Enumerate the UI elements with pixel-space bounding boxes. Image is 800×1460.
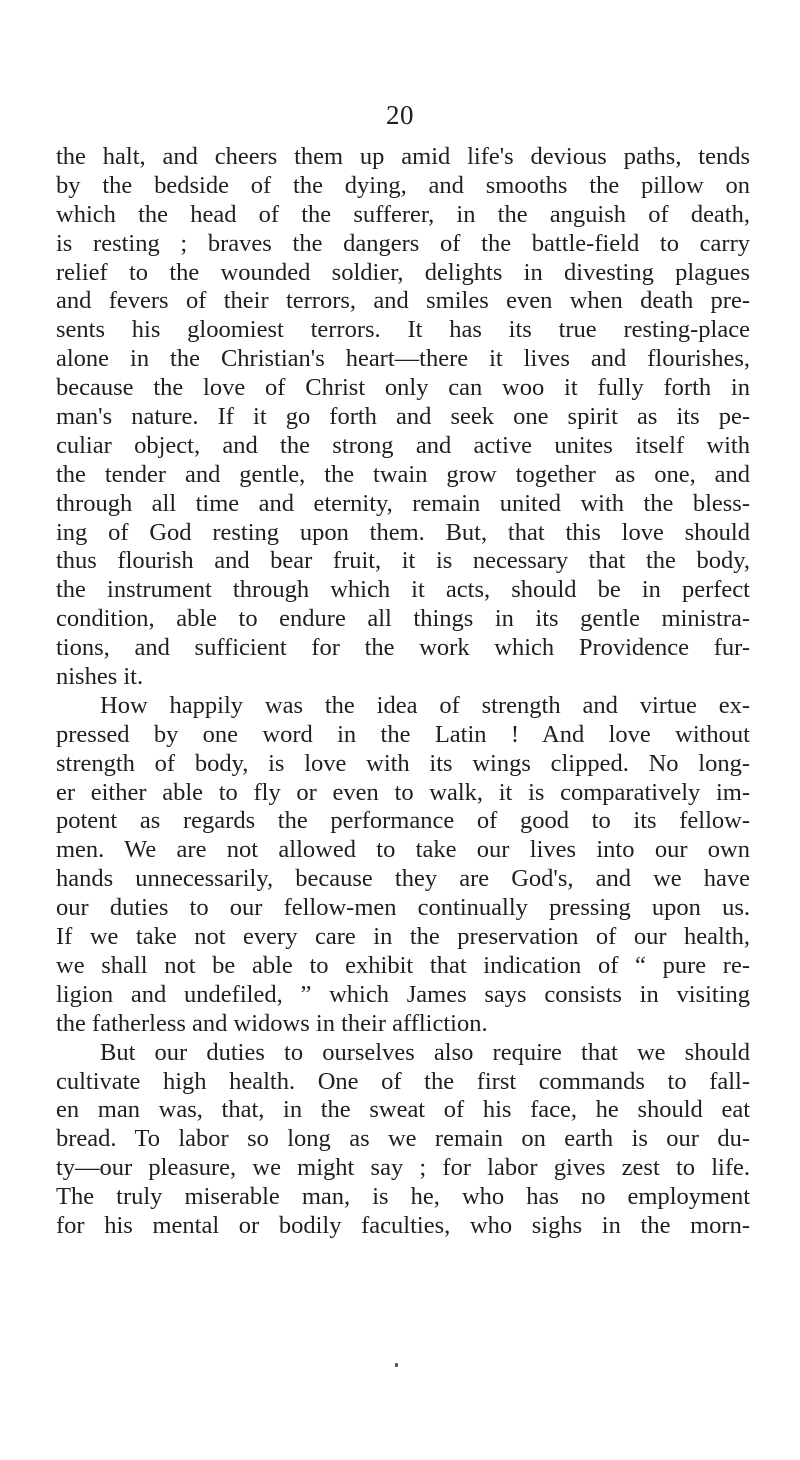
text-line: hands unnecessarily, because they are God's, and we have [56, 865, 750, 893]
text-line: thus flourish and bear fruit, it is necessary that the body, [56, 547, 750, 575]
text-line: pressed by one word in the Latin ! And love without [56, 720, 750, 748]
text-line: our duties to our fellow-men continually pressing upon us. [56, 894, 750, 922]
text-line: the tender and gentle, the twain grow together as one, and [56, 460, 750, 488]
text-line: which the head of the sufferer, in the anguish of death, [56, 200, 750, 228]
text-line: tions, and sufficient for the work which Providence fur- [56, 634, 750, 662]
text-line: strength of body, is love with its wings clipped. No long- [56, 749, 750, 777]
text-line: we shall not be able to exhibit that indication of “ pure re- [56, 951, 750, 979]
text-line: ing of God resting upon them. But, that this love should [56, 518, 750, 546]
text-line: is resting ; braves the dangers of the battle-field to carry [56, 229, 750, 257]
text-line: er either able to fly or even to walk, it is comparatively im- [56, 778, 750, 806]
text-line: sents his gloomiest terrors. It has its true resting-place [56, 316, 750, 344]
text-line: cultivate high health. One of the first commands to fall- [56, 1067, 750, 1095]
text-line: But our duties to ourselves also require that we should [100, 1038, 750, 1066]
text-line: If we take not every care in the preservation of our health, [56, 923, 750, 951]
text-line: condition, able to endure all things in its gentle ministra- [56, 605, 750, 633]
text-line: How happily was the idea of strength and virtue ex- [100, 691, 750, 719]
text-line: the instrument through which it acts, should be in perfect [56, 576, 750, 604]
text-line: en man was, that, in the sweat of his face, he should eat [56, 1096, 750, 1124]
text-line: relief to the wounded soldier, delights in divesting plagues [56, 258, 750, 286]
page-number: 20 [386, 100, 414, 130]
ink-speck [395, 1363, 398, 1367]
body-text [56, 143, 750, 1241]
text-line: for his mental or bodily faculties, who sighs in the morn- [56, 1211, 750, 1239]
text-line: ty—our pleasure, we might say ; for labor gives zest to life. [56, 1154, 750, 1182]
text-line: and fevers of their terrors, and smiles even when death pre- [56, 287, 750, 315]
text-line: the halt, and cheers them up amid life's devious paths, tends [56, 143, 750, 170]
text-line: alone in the Christian's heart—there it lives and flourishes, [56, 345, 750, 373]
text-line: through all time and eternity, remain united with the bless- [56, 489, 750, 517]
text-line: culiar object, and the strong and active unites itself with [56, 431, 750, 459]
text-line: ligion and undefiled, ” which James says consists in visiting [56, 980, 750, 1008]
text-line: The truly miserable man, is he, who has no employment [56, 1183, 750, 1211]
text-line: the fatherless and widows in their affliction. [56, 1009, 488, 1037]
text-line: men. We are not allowed to take our lives into our own [56, 836, 750, 864]
text-line: bread. To labor so long as we remain on earth is our du- [56, 1125, 750, 1153]
text-line: because the love of Christ only can woo it fully forth in [56, 374, 750, 402]
text-line: potent as regards the performance of good to its fellow- [56, 807, 750, 835]
text-line: by the bedside of the dying, and smooths the pillow on [56, 171, 750, 199]
text-line: nishes it. [56, 663, 144, 691]
text-line: man's nature. If it go forth and seek one spirit as its pe- [56, 403, 750, 431]
